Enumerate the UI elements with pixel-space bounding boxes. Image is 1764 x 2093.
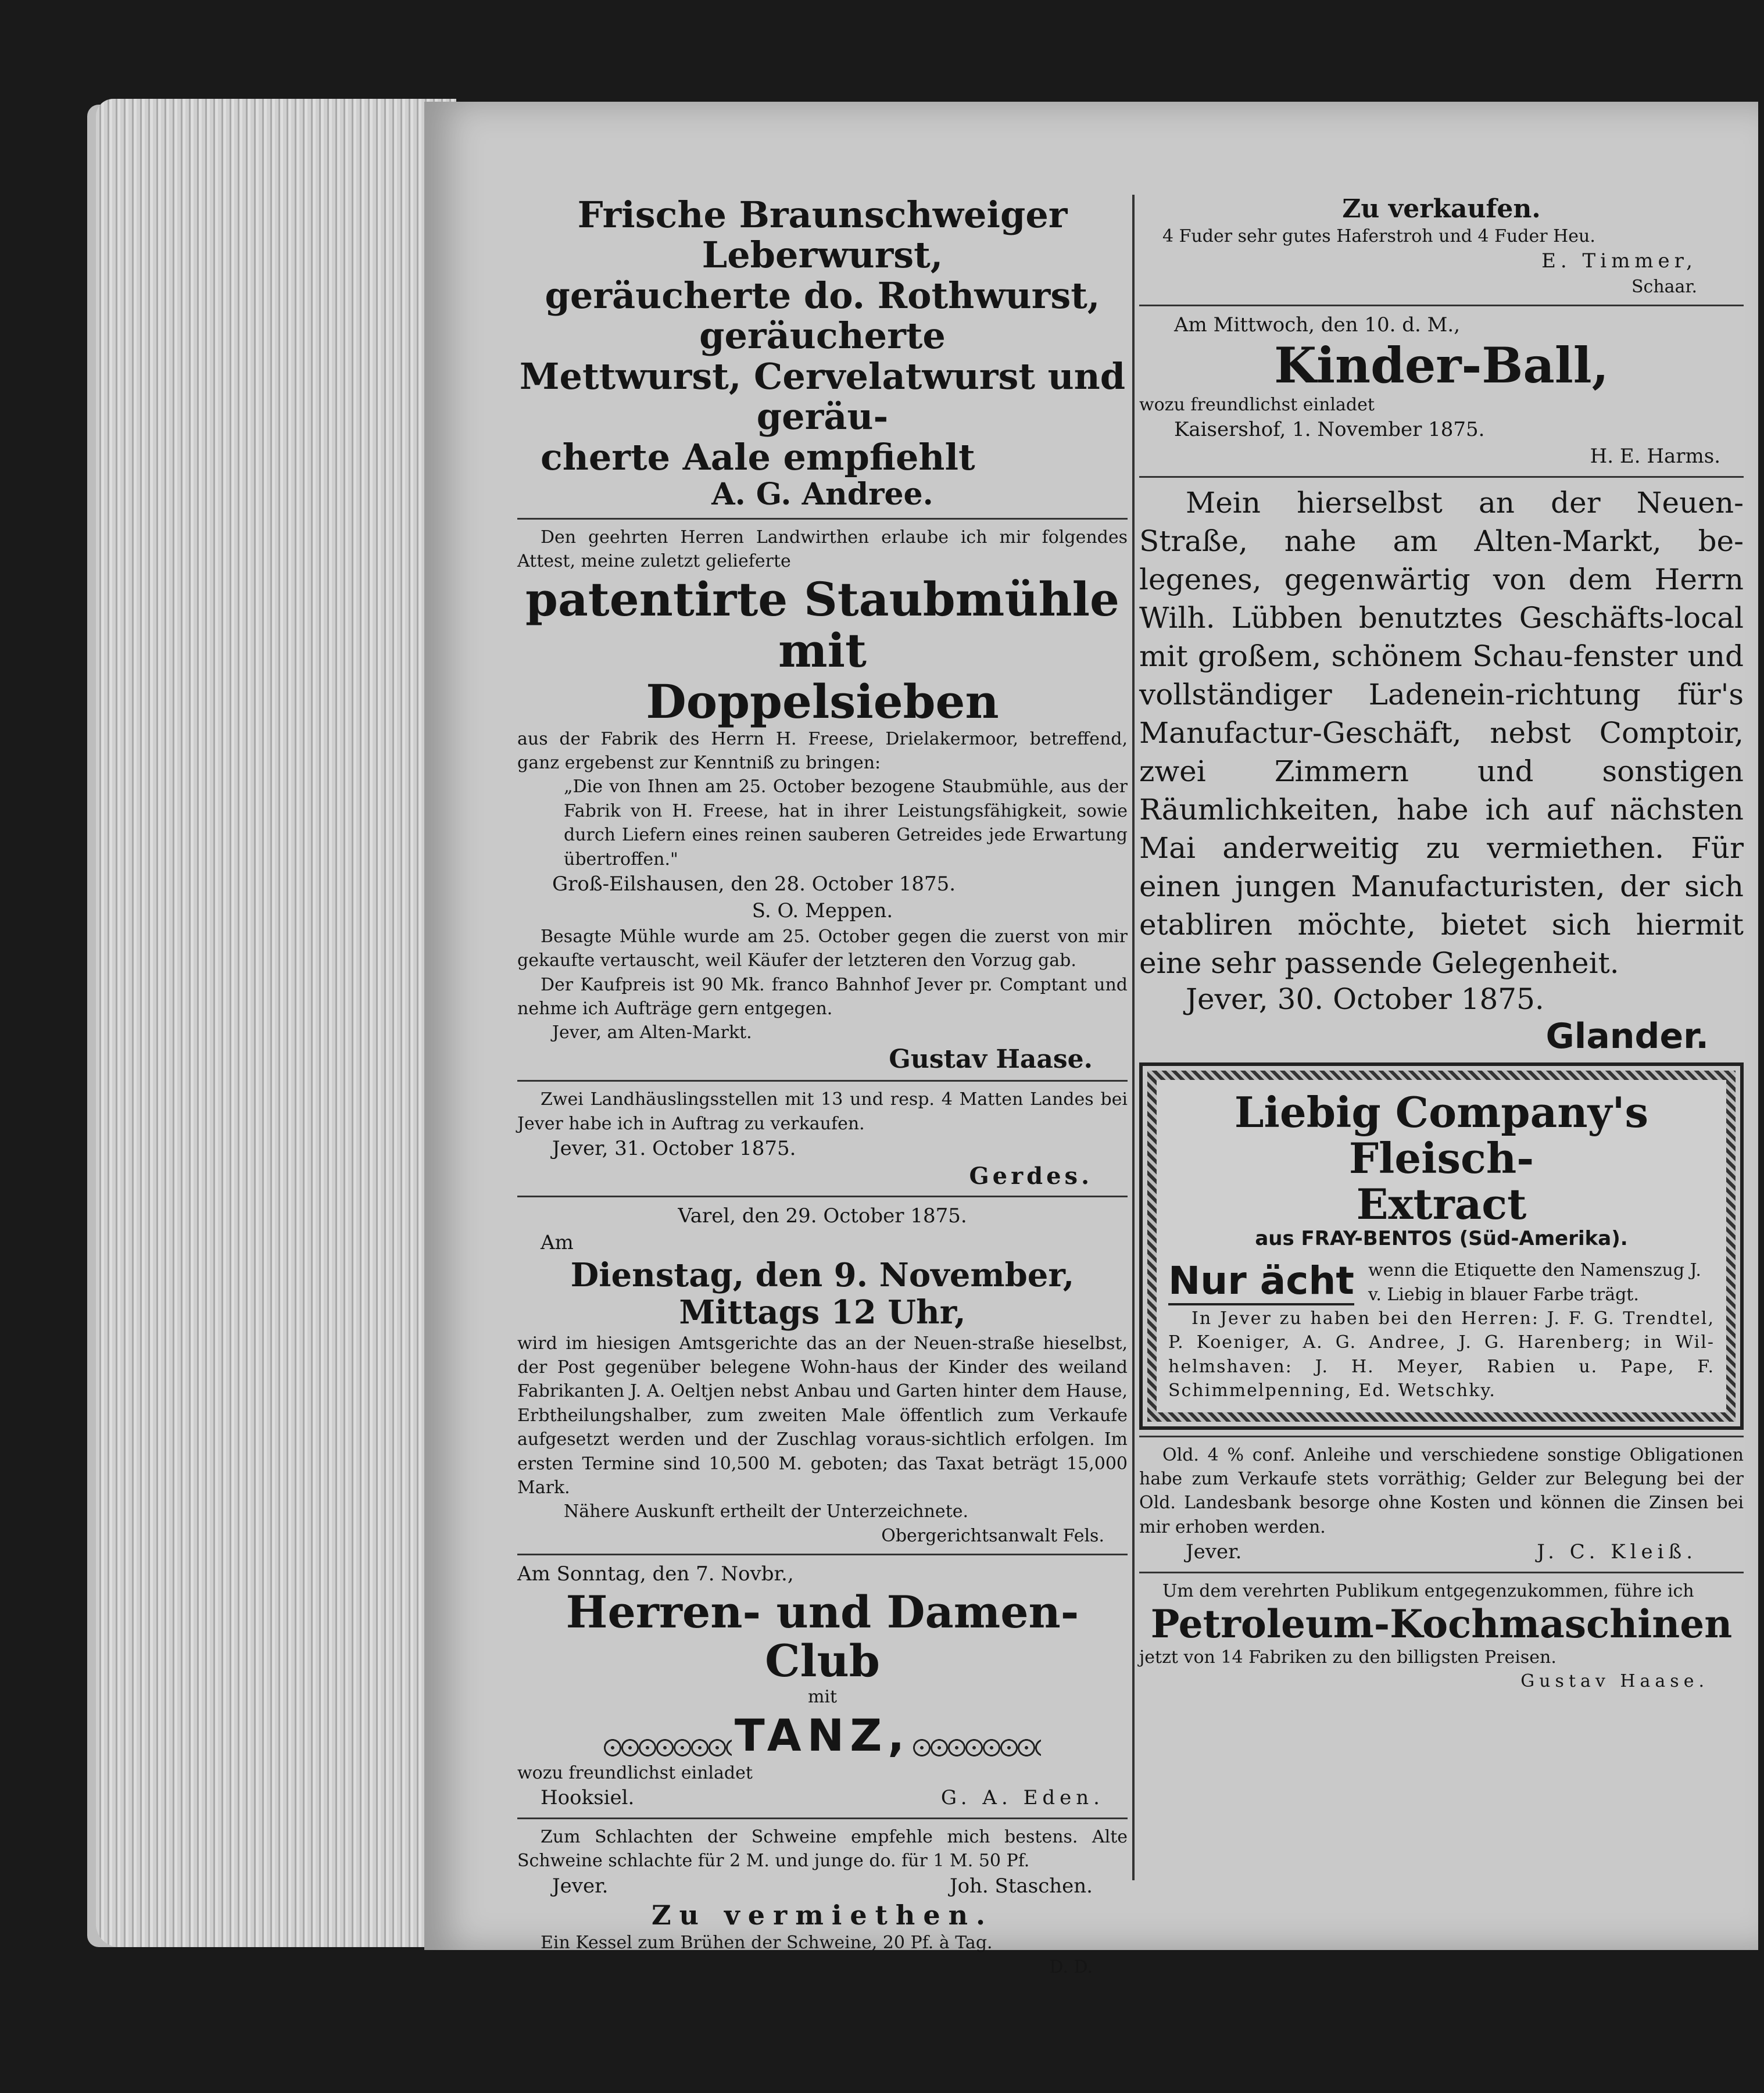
eden-tanz-line xyxy=(517,1709,1128,1761)
ad-fels xyxy=(517,1203,1128,1548)
harms-signature: H. E. Harms. xyxy=(1590,444,1720,468)
glander-date: Jever, 30. October 1875. xyxy=(1186,982,1544,1016)
ad-vermiethen xyxy=(517,1899,1128,1979)
timmer-signature: E. Timmer, xyxy=(1541,249,1697,273)
eden-place: Hooksiel. xyxy=(541,1786,635,1809)
divider xyxy=(1139,1436,1744,1437)
fels-date: Varel, den 29. October 1875. xyxy=(678,1204,967,1228)
fels-am: Am xyxy=(541,1230,574,1254)
ad-gerdes xyxy=(517,1087,1128,1190)
andree-signature: A. G. Andree. xyxy=(711,477,933,513)
vermiethen-signature: D. D. xyxy=(1049,1956,1093,1977)
timmer-title: Zu verkaufen. xyxy=(1342,194,1541,224)
liebig-dealers: In Jever zu haben bei den Herren: J. F. G. Trendtel, P. Koeniger, A. G. Andree, J. G. Harenberg; in Wil-helmshaven: J. H. Meyer, Rabien u. Pape, F. Schimmelpenning, Ed. Wetschky. xyxy=(1168,1308,1715,1401)
timmer-text: 4 Fuder sehr gutes Haferstroh und 4 Fuder Heu. xyxy=(1162,226,1595,246)
staubmuehle-text-1: aus der Fabrik des Herrn H. Freese, Drielakermoor, betreffend, ganz ergebenst zur Kenntniß zu bringen: xyxy=(517,728,1128,774)
liebig-border xyxy=(1147,1071,1736,1422)
gerdes-date: Jever, 31. October 1875. xyxy=(552,1137,796,1161)
kleiss-place: Jever. xyxy=(1186,1540,1242,1564)
liebig-nur-row xyxy=(1168,1258,1715,1307)
petroleum-signature: Gustav Haase. xyxy=(1520,1671,1709,1692)
andree-line-1: Frische Braunschweiger Leberwurst, xyxy=(577,194,1068,277)
ad-petroleum xyxy=(1139,1579,1744,1694)
eden-tanz: TANZ, xyxy=(734,1709,911,1761)
vermiethen-title: Zu vermiethen. xyxy=(651,1899,994,1931)
eden-signature: G. A. Eden. xyxy=(940,1786,1104,1809)
kleiss-text: Old. 4 % conf. Anleihe und verschiedene sonstige Obligationen habe zum Verkaufe stets vorräthig; Gelder zur Belegung bei der Old. Landesbank besorge ohne Kosten und können die Zinsen bei mir erhoben werden. xyxy=(1139,1444,1744,1537)
staubmuehle-text-2: Besagte Mühle wurde am 25. October gegen die zuerst von mir gekaufte vertauscht, weil Käufer der letzteren den Vorzug gab. xyxy=(517,926,1128,971)
ad-staubmuehle xyxy=(517,525,1128,1074)
gerdes-text: Zwei Landhäuslingsstellen mit 13 und resp. 4 Matten Landes bei Jever habe ich in Auftrag zu verkaufen. xyxy=(517,1089,1128,1134)
divider xyxy=(1139,1572,1744,1573)
ad-eden xyxy=(517,1561,1128,1812)
liebig-headline-2: Extract xyxy=(1356,1179,1527,1229)
ornament-left-icon xyxy=(604,1739,732,1756)
eden-headline: Herren- und Damen-Club xyxy=(566,1586,1079,1687)
glander-signature: Glander. xyxy=(1545,1015,1709,1057)
staubmuehle-quote-sign: S. O. Meppen. xyxy=(752,899,893,922)
staubmuehle-quote: „Die von Ihnen am 25. October bezogene Staubmühle, aus der Fabrik von H. Freese, hat in ihrer Leistungsfähigkeit, sowie durch Liefern eines reinen sauberen Getreides jede Erwartung übertroffen." xyxy=(564,777,1128,870)
column-rule xyxy=(1132,195,1135,1880)
staubmuehle-headline-2: Doppelsieben xyxy=(646,674,999,729)
kleiss-footer xyxy=(1139,1539,1744,1566)
eden-footer xyxy=(517,1785,1128,1812)
timmer-place: Schaar. xyxy=(1631,276,1697,297)
vermiethen-text: Ein Kessel zum Brühen der Schweine, 20 Pf. à Tag. xyxy=(541,1933,993,1954)
harms-date: Am Mittwoch, den 10. d. M., xyxy=(1174,313,1461,337)
staschen-place: Jever. xyxy=(552,1874,609,1898)
kleiss-signature: J. C. Kleiß. xyxy=(1537,1540,1697,1564)
fels-signature: Obergerichtsanwalt Fels. xyxy=(881,1525,1104,1546)
ad-staschen xyxy=(517,1825,1128,1900)
divider xyxy=(517,1817,1128,1819)
andree-line-4: cherte Aale empfiehlt xyxy=(541,435,975,478)
staschen-footer xyxy=(517,1873,1128,1900)
divider xyxy=(517,518,1128,520)
ad-kleiss xyxy=(1139,1443,1744,1566)
glander-text: Mein hierselbst an der Neuen-Straße, nahe am Alten-Markt, be-legenes, gegenwärtig von dem Herrn Wilh. Lübben benutztes Geschäfts-local mit großem, schönem Schau-fenster und vollständiger Ladenein-richtung für's Manufactur-Geschäft, nebst Comptoir, zwei Zimmern und sonstigen Räumlichkeiten, habe ich auf nächsten Mai anderweitig zu vermiethen. Für einen jungen Manufacturisten, der sich etabliren möchte, bietet sich hiermit eine sehr passende Gelegenheit. xyxy=(1139,485,1744,980)
ad-harms xyxy=(1139,312,1744,470)
staubmuehle-signature: Gustav Haase. xyxy=(889,1044,1093,1074)
right-column xyxy=(1139,195,1744,1694)
petroleum-text: jetzt von 14 Fabriken zu den billigsten Preisen. xyxy=(1139,1647,1557,1668)
ad-andree xyxy=(517,195,1128,512)
staubmuehle-intro: Den geehrten Herren Landwirthen erlaube ich mir folgendes Attest, meine zuletzt gelieferte xyxy=(517,527,1128,572)
staubmuehle-headline-1: patentirte Staubmühle mit xyxy=(525,571,1119,678)
divider xyxy=(517,1080,1128,1082)
eden-mit: mit xyxy=(807,1687,838,1708)
petroleum-headline: Petroleum-Kochmaschinen xyxy=(1150,1601,1733,1647)
harms-headline: Kinder-Ball, xyxy=(1274,337,1609,395)
staubmuehle-loc: Jever, am Alten-Markt. xyxy=(552,1022,752,1043)
divider xyxy=(1139,305,1744,306)
fels-info: Nähere Auskunft ertheilt der Unterzeichnete. xyxy=(564,1501,969,1522)
divider xyxy=(517,1196,1128,1197)
harms-invite: wozu freundlichst einladet xyxy=(1139,394,1375,415)
divider xyxy=(517,1554,1128,1555)
ad-liebig xyxy=(1139,1062,1744,1430)
divider xyxy=(1139,476,1744,478)
liebig-headline-1: Liebig Company's Fleisch- xyxy=(1234,1087,1649,1183)
staschen-signature: Joh. Staschen. xyxy=(949,1874,1093,1898)
staubmuehle-text-3: Der Kaufpreis ist 90 Mk. franco Bahnhof Jever pr. Comptant und nehme ich Aufträge gern entgegen. xyxy=(517,974,1128,1019)
liebig-nur: Nur ächt xyxy=(1168,1258,1354,1305)
fels-text: wird im hiesigen Amtsgerichte das an der Neuen-straße hieselbst, der Post gegenüber belegene Wohn-haus der Kinder des weiland Fabrikanten J. A. Oeltjen nebst Anbau und Garten hinter dem Hause, Erbtheilungshalber, zum zweiten Male öffentlich zum Verkaufe aufgesetzt werden und der Zuschlag voraus-sichtlich erfolgen. Im ersten Termine sind 10,500 M. geboten; das Taxat beträgt 15,000 Mark. xyxy=(517,1333,1128,1498)
staschen-text: Zum Schlachten der Schweine empfehle mich bestens. Alte Schweine schlachte für 2 M. und junge do. für 1 M. 50 Pf. xyxy=(517,1826,1128,1872)
page-block-edge xyxy=(96,99,456,1947)
andree-line-3: Mettwurst, Cervelatwurst und geräu- xyxy=(519,355,1126,438)
fels-headline-1: Dienstag, den 9. November, xyxy=(570,1255,1075,1294)
left-column xyxy=(517,195,1128,1979)
eden-date: Am Sonntag, den 7. Novbr., xyxy=(517,1562,794,1586)
andree-line-2: geräucherte do. Rothwurst, geräucherte xyxy=(545,274,1100,357)
eden-invite: wozu freundlichst einladet xyxy=(517,1762,753,1783)
ad-glander xyxy=(1139,484,1744,1057)
newspaper-page xyxy=(424,102,1758,1977)
harms-place: Kaisershof, 1. November 1875. xyxy=(1174,417,1485,441)
fels-headline-2: Mittags 12 Uhr, xyxy=(679,1293,966,1332)
ornament-right-icon xyxy=(913,1739,1041,1756)
ad-timmer xyxy=(1139,195,1744,299)
petroleum-intro: Um dem verehrten Publikum entgegenzukommen, führe ich xyxy=(1162,1581,1694,1602)
staubmuehle-place: Groß-Eilshausen, den 28. October 1875. xyxy=(552,872,956,896)
gerdes-signature: Gerdes. xyxy=(969,1162,1093,1190)
liebig-origin: aus FRAY-BENTOS (Süd-Amerika). xyxy=(1255,1227,1628,1251)
liebig-nur-text: wenn die Etiquette den Namenszug J. v. Liebig in blauer Farbe trägt. xyxy=(1368,1260,1701,1305)
